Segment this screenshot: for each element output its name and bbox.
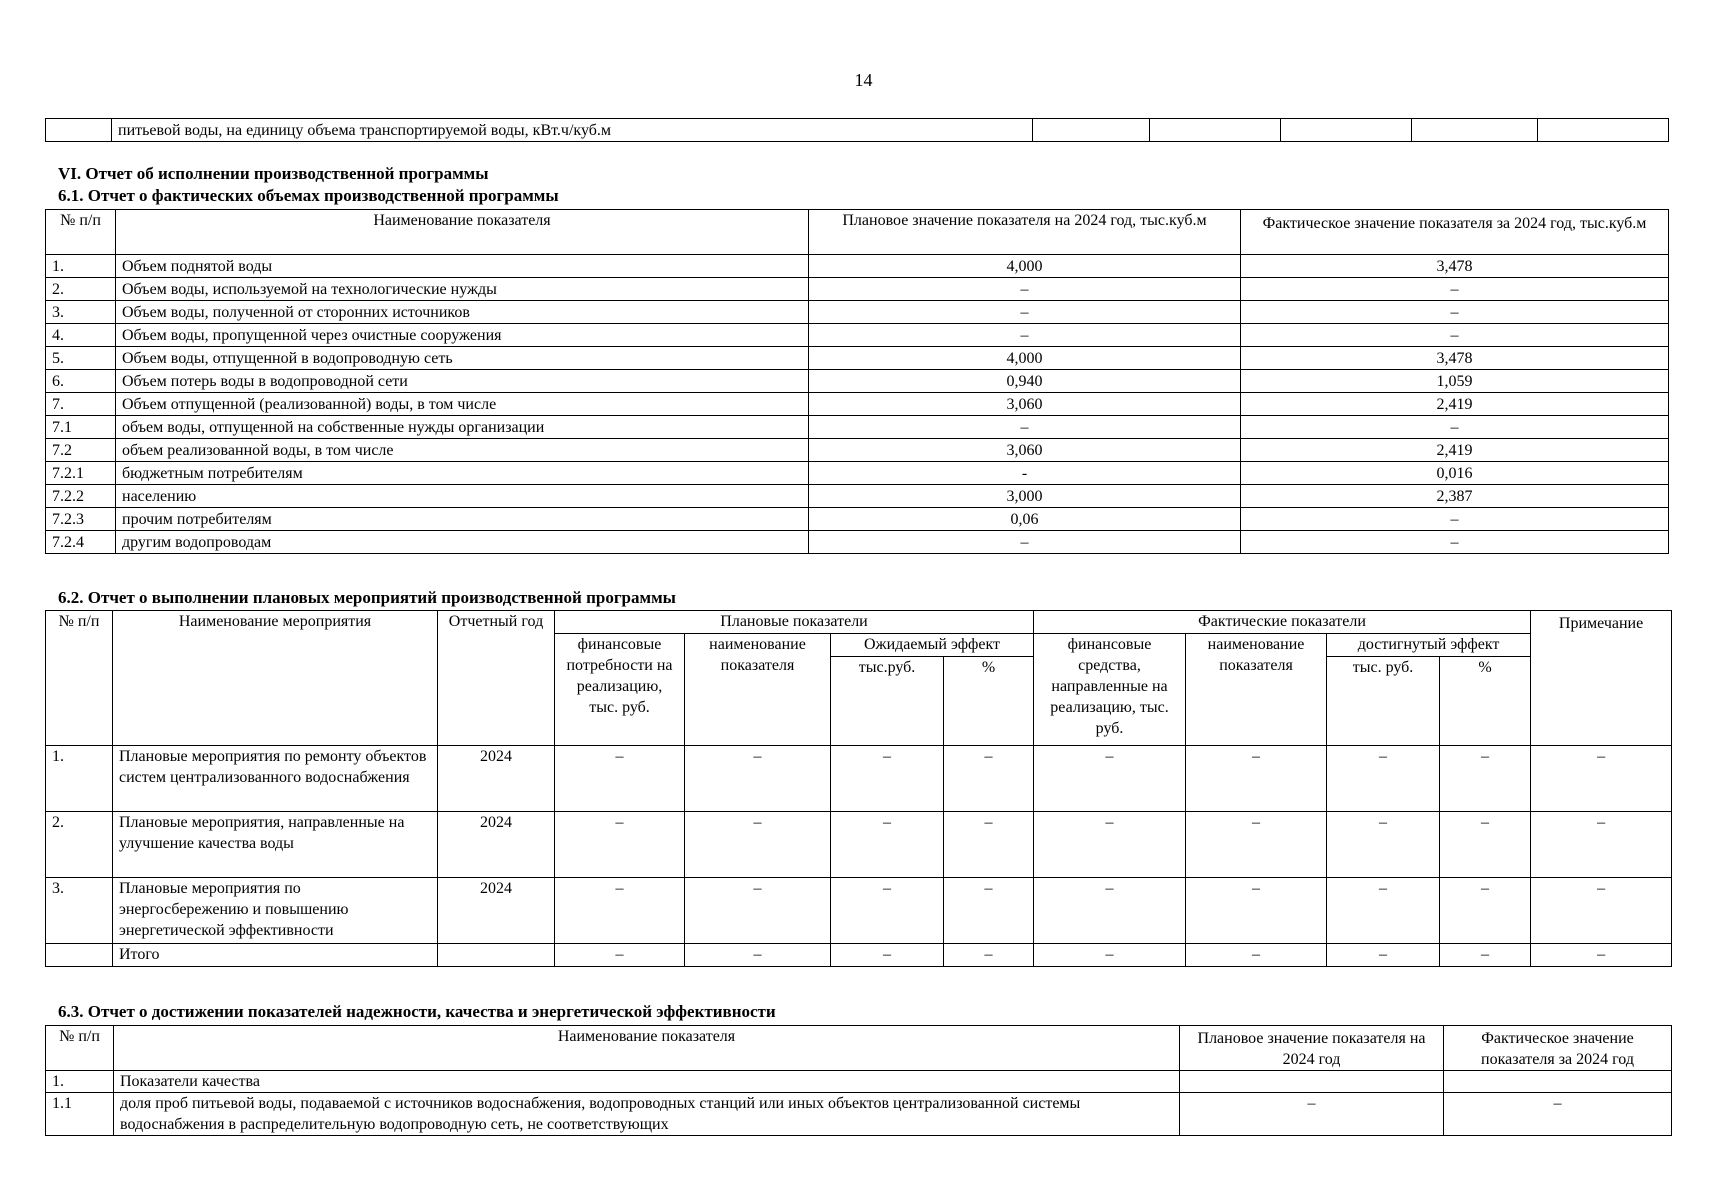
fact-value-cell: 2,387 (1241, 485, 1669, 508)
fact-value-cell: 2,419 (1241, 439, 1669, 462)
plan-rub-cell: – (831, 944, 944, 967)
fact-indicator-cell: – (1186, 746, 1327, 812)
plan-indicator-cell: – (685, 746, 831, 812)
header-num: № п/п (46, 1026, 114, 1071)
plan-pct-cell: – (944, 812, 1034, 878)
plan-pct-cell: – (944, 944, 1034, 967)
header-fact: Фактическое значение показателя за 2024 год (1444, 1026, 1672, 1071)
table-row (46, 1093, 1672, 1136)
row-num-cell: 7.2 (46, 439, 116, 462)
row-num-cell: 7.2.1 (46, 462, 116, 485)
plan-value-cell (1180, 1071, 1444, 1093)
table-row (46, 878, 1672, 944)
row-num-cell: 1.1 (46, 1093, 114, 1136)
row-num-cell: 5. (46, 347, 116, 370)
header-plan: Плановое значение показателя на 2024 год, тыс.куб.м (809, 210, 1241, 255)
cell (1150, 119, 1281, 142)
header-plan-group: Плановые показатели (555, 611, 1034, 634)
indicator-name-cell: объем реализованной воды, в том числе (116, 439, 809, 462)
fact-value-cell: 3,478 (1241, 255, 1669, 278)
activity-name-cell: Плановые мероприятия по энергосбережению и повышению энергетической эффективности (113, 878, 438, 944)
indicator-name-cell: Объем отпущенной (реализованной) воды, в том числе (116, 393, 809, 416)
table-row (46, 301, 1669, 324)
row-num-cell (46, 944, 113, 967)
row-num-cell: 7.2.3 (46, 508, 116, 531)
fact-value-cell: – (1241, 324, 1669, 347)
plan-value-cell: 0,06 (809, 508, 1241, 531)
plan-value-cell: - (809, 462, 1241, 485)
plan-pct-cell: – (944, 878, 1034, 944)
page-number: 14 (854, 70, 873, 90)
table-header-row (46, 611, 1672, 634)
table-row (46, 370, 1669, 393)
section-title: VI. Отчет об исполнении производственной программы (58, 164, 489, 183)
header-fact-rub: тыс. руб. (1327, 657, 1440, 746)
table-row (46, 508, 1669, 531)
fact-value-cell (1444, 1071, 1672, 1093)
plan-pct-cell: – (944, 746, 1034, 812)
indicator-name-cell: объем воды, отпущенной на собственные нужды организации (116, 416, 809, 439)
row-num-cell: 2. (46, 278, 116, 301)
indicator-name-cell: Показатели качества (114, 1071, 1180, 1093)
plan-value-cell: – (1180, 1093, 1444, 1136)
indicator-name-cell: питьевой воды, на единицу объема транспортируемой воды, кВт.ч/куб.м (112, 119, 1033, 142)
plan-value-cell: 3,060 (809, 439, 1241, 462)
row-num-cell: 1. (46, 255, 116, 278)
indicator-name-cell: бюджетным потребителям (116, 462, 809, 485)
header-plan: Плановое значение показателя на 2024 год (1180, 1026, 1444, 1071)
header-plan-indicator: наименование показателя (685, 634, 831, 746)
actual-volumes-table (45, 209, 1669, 554)
year-cell: 2024 (438, 812, 555, 878)
table-row (46, 485, 1669, 508)
plan-value-cell: 4,000 (809, 347, 1241, 370)
row-num-cell: 1. (46, 746, 113, 812)
plan-indicator-cell: – (685, 944, 831, 967)
indicator-name-cell: Объем поднятой воды (116, 255, 809, 278)
header-fact-indicator: наименование показателя (1186, 634, 1327, 746)
header-fact-effect: достигнутый эффект (1327, 634, 1531, 657)
plan-value-cell: – (809, 278, 1241, 301)
header-name: Наименование показателя (116, 210, 809, 255)
plan-value-cell: 3,060 (809, 393, 1241, 416)
indicator-name-cell: прочим потребителям (116, 508, 809, 531)
header-plan-rub: тыс.руб. (831, 657, 944, 746)
indicator-name-cell: Объем воды, пропущенной через очистные сооружения (116, 324, 809, 347)
row-num-cell: 7. (46, 393, 116, 416)
table-row (46, 393, 1669, 416)
plan-indicator-cell: – (685, 812, 831, 878)
cell (1281, 119, 1412, 142)
activity-name-cell: Плановые мероприятия, направленные на улучшение качества воды (113, 812, 438, 878)
fact-fin-cell: – (1034, 812, 1186, 878)
plan-value-cell: 0,940 (809, 370, 1241, 393)
header-note: Примечание (1531, 611, 1672, 746)
header-name: Наименование мероприятия (113, 611, 438, 746)
header-name: Наименование показателя (114, 1026, 1180, 1071)
plan-value-cell: 4,000 (809, 255, 1241, 278)
table-row (46, 1071, 1672, 1093)
header-fact-pct: % (1440, 657, 1531, 746)
fact-pct-cell: – (1440, 746, 1531, 812)
cell (1412, 119, 1538, 142)
table-row (46, 119, 1669, 142)
fact-value-cell: – (1241, 416, 1669, 439)
fact-value-cell: 0,016 (1241, 462, 1669, 485)
table-row (46, 278, 1669, 301)
indicator-name-cell: Объем воды, полученной от сторонних источников (116, 301, 809, 324)
year-cell: 2024 (438, 746, 555, 812)
fact-indicator-cell: – (1186, 812, 1327, 878)
table-row (46, 812, 1672, 878)
plan-value-cell: – (809, 301, 1241, 324)
plan-fin-cell: – (555, 812, 685, 878)
row-num-cell: 7.2.4 (46, 531, 116, 554)
fact-value-cell: – (1241, 508, 1669, 531)
plan-rub-cell: – (831, 878, 944, 944)
fact-pct-cell: – (1440, 944, 1531, 967)
fact-value-cell: 1,059 (1241, 370, 1669, 393)
fact-rub-cell: – (1327, 878, 1440, 944)
row-num-cell: 3. (46, 878, 113, 944)
table-row (46, 439, 1669, 462)
reliability-indicators-table (45, 1025, 1672, 1136)
indicator-name-cell: Объем потерь воды в водопроводной сети (116, 370, 809, 393)
row-num-cell: 7.1 (46, 416, 116, 439)
header-plan-effect: Ожидаемый эффект (831, 634, 1034, 657)
fact-value-cell: 2,419 (1241, 393, 1669, 416)
fact-fin-cell: – (1034, 878, 1186, 944)
table-row (46, 462, 1669, 485)
header-fact-fin: финансовые средства, направленные на реализацию, тыс. руб. (1034, 634, 1186, 746)
table-row (46, 416, 1669, 439)
header-num: № п/п (46, 611, 113, 746)
fact-rub-cell: – (1327, 812, 1440, 878)
fact-value-cell: – (1241, 531, 1669, 554)
table-row (46, 324, 1669, 347)
indicator-name-cell: Объем воды, используемой на технологические нужды (116, 278, 809, 301)
plan-rub-cell: – (831, 812, 944, 878)
plan-value-cell: 3,000 (809, 485, 1241, 508)
note-cell: – (1531, 812, 1672, 878)
header-num: № п/п (46, 210, 116, 255)
table-row (46, 347, 1669, 370)
table-header-row (46, 1026, 1672, 1071)
cell (1033, 119, 1150, 142)
plan-value-cell: – (809, 416, 1241, 439)
fact-value-cell: 3,478 (1241, 347, 1669, 370)
fact-rub-cell: – (1327, 944, 1440, 967)
fact-value-cell: – (1241, 278, 1669, 301)
subsection-title-6-3: 6.3. Отчет о достижении показателей надежности, качества и энергетической эффективности (58, 1002, 776, 1021)
header-fact: Фактическое значение показателя за 2024 год, тыс.куб.м (1241, 210, 1669, 255)
indicator-name-cell: доля проб питьевой воды, подаваемой с источников водоснабжения, водопроводных станций или иных объектов централизованной системы водоснабжения в распределительную водопроводную сеть, не соответствующих (114, 1093, 1180, 1136)
year-cell: 2024 (438, 878, 555, 944)
note-cell: – (1531, 746, 1672, 812)
indicator-name-cell: другим водопроводам (116, 531, 809, 554)
plan-fin-cell: – (555, 944, 685, 967)
header-fact-group: Фактические показатели (1034, 611, 1531, 634)
table-row (46, 531, 1669, 554)
header-plan-pct: % (944, 657, 1034, 746)
row-num-cell: 3. (46, 301, 116, 324)
row-num-cell: 2. (46, 812, 113, 878)
indicator-name-cell: Объем воды, отпущенной в водопроводную сеть (116, 347, 809, 370)
plan-fin-cell: – (555, 878, 685, 944)
row-num-cell: 4. (46, 324, 116, 347)
fact-fin-cell: – (1034, 944, 1186, 967)
fact-pct-cell: – (1440, 878, 1531, 944)
fact-rub-cell: – (1327, 746, 1440, 812)
note-cell: – (1531, 878, 1672, 944)
year-cell (438, 944, 555, 967)
indicator-name-cell: населению (116, 485, 809, 508)
row-num-cell: 6. (46, 370, 116, 393)
fact-value-cell: – (1444, 1093, 1672, 1136)
table-header-row (46, 210, 1669, 255)
fact-indicator-cell: – (1186, 878, 1327, 944)
fact-value-cell: – (1241, 301, 1669, 324)
fact-pct-cell: – (1440, 812, 1531, 878)
continuation-table (45, 118, 1669, 142)
header-plan-fin: финансовые потребности на реализацию, тыс. руб. (555, 634, 685, 746)
subsection-title-6-2: 6.2. Отчет о выполнении плановых мероприятий производственной программы (58, 588, 676, 607)
plan-value-cell: – (809, 324, 1241, 347)
row-num-cell: 7.2.2 (46, 485, 116, 508)
plan-rub-cell: – (831, 746, 944, 812)
total-label-cell: Итого (113, 944, 438, 967)
header-year: Отчетный год (438, 611, 555, 746)
note-cell: – (1531, 944, 1672, 967)
table-row (46, 255, 1669, 278)
activity-name-cell: Плановые мероприятия по ремонту объектов систем централизованного водоснабжения (113, 746, 438, 812)
plan-fin-cell: – (555, 746, 685, 812)
plan-value-cell: – (809, 531, 1241, 554)
fact-indicator-cell: – (1186, 944, 1327, 967)
fact-fin-cell: – (1034, 746, 1186, 812)
subsection-title-6-1: 6.1. Отчет о фактических объемах производственной программы (58, 186, 559, 205)
row-num-cell: 1. (46, 1071, 114, 1093)
table-row (46, 944, 1672, 967)
cell (46, 119, 112, 142)
planned-activities-table (45, 610, 1672, 967)
table-row (46, 746, 1672, 812)
plan-indicator-cell: – (685, 878, 831, 944)
cell (1538, 119, 1669, 142)
